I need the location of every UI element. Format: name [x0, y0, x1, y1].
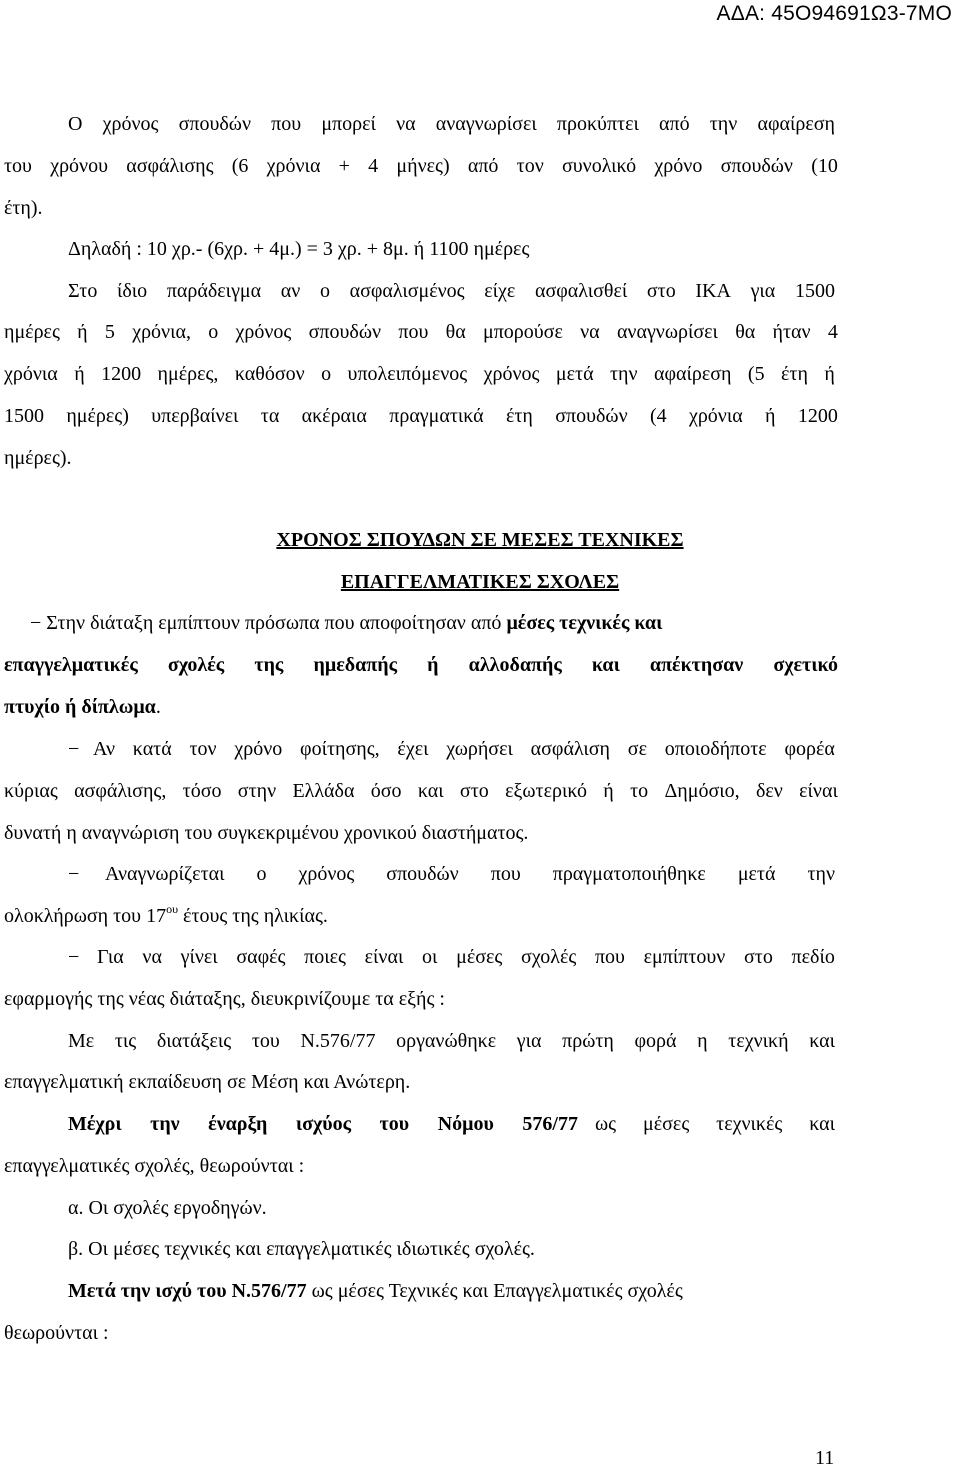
word: επαγγελματικές — [4, 654, 138, 676]
word: τόσο — [182, 780, 222, 802]
word: πραγματικά — [389, 405, 484, 427]
word: την — [807, 863, 835, 885]
word: ήταν — [772, 321, 811, 343]
word: σπουδών — [386, 863, 459, 885]
word: μπορεί — [321, 113, 376, 135]
word: αναγνωρίσει — [616, 321, 718, 343]
word: ασφαλισθεί — [534, 280, 628, 302]
word: που — [398, 321, 429, 343]
word: αλλοδαπής — [468, 654, 562, 676]
word: χρόνο — [654, 155, 703, 177]
word: χρόνος — [102, 113, 159, 135]
text-line: έτη). — [4, 197, 43, 219]
word: χρόνια — [4, 363, 58, 385]
word: τεχνική — [728, 1030, 789, 1052]
word: απέκτησαν — [649, 654, 744, 676]
word: χρόνια, — [132, 321, 191, 343]
list-item — [68, 738, 835, 761]
word: η — [697, 1030, 708, 1052]
word: τεχνικές — [716, 1113, 783, 1135]
word: παράδειγμα — [166, 280, 262, 302]
word: ασφάλισης — [126, 155, 214, 177]
word: + — [338, 155, 350, 177]
word: και — [809, 1113, 835, 1135]
text-line: ολοκλήρωση του $17^{o\upsilon}$ έτους της ηλικίας. — [4, 902, 328, 927]
word: ο — [319, 280, 330, 302]
word: θα — [445, 321, 466, 343]
word: χωρήσει — [446, 738, 513, 760]
text-line — [4, 363, 835, 386]
word: πρώτη — [562, 1030, 614, 1052]
word: ποιες — [304, 946, 346, 968]
word: για — [750, 280, 776, 302]
word: να — [142, 946, 162, 968]
dash-marker: − — [68, 946, 80, 968]
word: τον — [516, 155, 544, 177]
word: καθόσον — [234, 363, 305, 385]
word: πεδίο — [791, 946, 835, 968]
list-item — [68, 863, 835, 886]
text-line: ημέρες). — [4, 447, 72, 469]
word: που — [490, 863, 521, 885]
word: Στο — [68, 280, 98, 302]
text-line — [4, 780, 838, 803]
word: και — [809, 1030, 835, 1052]
word: ίδιο — [116, 280, 148, 302]
word: όσο — [370, 780, 402, 802]
text-line — [4, 405, 838, 428]
word: Μέχρι — [68, 1113, 122, 1135]
text-line — [68, 113, 835, 136]
word: ή — [77, 321, 88, 343]
word: από — [467, 155, 499, 177]
word: κατά — [132, 738, 172, 760]
word: Ν.576/77 — [300, 1030, 376, 1052]
word: την — [709, 113, 738, 135]
word: που — [594, 946, 625, 968]
word: εμπίπτουν — [643, 946, 726, 968]
word: ή — [824, 363, 835, 385]
word: τις — [114, 1030, 137, 1052]
word: Αναγνωρίζεται — [105, 863, 225, 885]
word: χρόνο — [234, 738, 283, 760]
word: έτη — [781, 363, 808, 385]
text-line — [68, 280, 835, 303]
text-line — [4, 654, 838, 677]
word: του — [379, 1113, 410, 1135]
word: ως — [595, 1113, 617, 1135]
word: και — [591, 654, 620, 676]
word: ισχύος — [295, 1113, 352, 1135]
word: που — [271, 113, 302, 135]
word: δεν — [755, 780, 783, 802]
word: 576/77 — [522, 1113, 578, 1135]
section-heading: ΕΠΑΓΓΕΛΜΑΤΙΚΕΣ ΣΧΟΛΕΣ — [340, 571, 620, 593]
word: του — [4, 155, 32, 177]
text-line: θεωρούνται : — [4, 1322, 109, 1344]
word: Ελλάδα — [292, 780, 355, 802]
word: 1500 — [4, 405, 44, 427]
word: έτη — [505, 405, 533, 427]
word: χρόνια — [688, 405, 743, 427]
text-line: επαγγελματικές σχολές, θεωρούνται : — [4, 1155, 305, 1177]
word: Δημόσιο, — [664, 780, 740, 802]
word: οργανώθηκε — [396, 1030, 497, 1052]
list-item: − Στην διάταξη εμπίπτουν πρόσωπα που αποφοίτησαν από μέσες τεχνικές και — [30, 612, 663, 634]
word: είχε — [484, 280, 516, 302]
word: διατάξεις — [156, 1030, 232, 1052]
word: της — [254, 654, 284, 676]
dash-marker: − — [68, 863, 80, 885]
word: ημέρες, — [157, 363, 219, 385]
word: τον — [189, 738, 217, 760]
word: την — [150, 1113, 180, 1135]
word: κύριας — [4, 780, 58, 802]
word: αν — [280, 280, 301, 302]
word: προκύπτει — [556, 113, 639, 135]
text-line: επαγγελματική εκπαίδευση σε Μέση και Ανώτερη. — [4, 1071, 411, 1093]
ada-code: ΑΔΑ: 45Ο94691Ω3-7ΜΟ — [716, 2, 952, 25]
word: ασφάλισης, — [74, 780, 167, 802]
word: να — [396, 113, 416, 135]
word: γίνει — [180, 946, 218, 968]
word: να — [580, 321, 600, 343]
word: αναγνωρίσει — [435, 113, 537, 135]
word: σχολές — [167, 654, 225, 676]
text-line — [68, 1113, 835, 1136]
text-line: Δηλαδή : 10 χρ.- (6χρ. + 4μ.) = 3 χρ. + 8μ. ή 1100 ημέρες — [68, 238, 530, 260]
word: 1500 — [794, 280, 835, 302]
word: στο — [646, 280, 676, 302]
word: μετά — [737, 863, 776, 885]
word: (10 — [811, 155, 838, 177]
word: φοίτησης, — [300, 738, 380, 760]
word: σπουδών — [308, 321, 382, 343]
word: στην — [237, 780, 277, 802]
word: χρόνος — [298, 863, 355, 885]
word: χρόνια — [266, 155, 321, 177]
word: 4 — [368, 155, 379, 177]
word: ασφάλιση — [530, 738, 611, 760]
word: είναι — [364, 946, 404, 968]
list-item: β. Οι μέσες τεχνικές και επαγγελματικές ιδιωτικές σχολές. — [68, 1238, 535, 1260]
word: υπολειπόμενος — [347, 363, 468, 385]
text-line — [4, 321, 838, 344]
word: ή — [603, 780, 614, 802]
word: υπερβαίνει — [151, 405, 239, 427]
word: τα — [260, 405, 280, 427]
word: οι — [422, 946, 438, 968]
word: έχει — [397, 738, 429, 760]
text-line — [68, 1030, 835, 1053]
word: ή — [765, 405, 776, 427]
word: από — [659, 113, 690, 135]
word: ΙΚΑ — [695, 280, 731, 302]
word: οποιοδήποτε — [664, 738, 767, 760]
word: (4 — [649, 405, 667, 427]
word: 1200 — [797, 405, 838, 427]
word: ακέραια — [301, 405, 367, 427]
word: το — [630, 780, 649, 802]
word: ημέρες — [4, 321, 60, 343]
word: του — [251, 1030, 280, 1052]
word: φορέα — [784, 738, 835, 760]
word: χρόνου — [50, 155, 108, 177]
word: και — [417, 780, 444, 802]
word: 4 — [827, 321, 838, 343]
word: ο — [256, 863, 267, 885]
word: 1200 — [101, 363, 142, 385]
text-line: εφαρμογής της νέας διάταξης, διευκρινίζουμε τα εξής : — [4, 988, 445, 1010]
word: στο — [459, 780, 489, 802]
word: μέσες — [456, 946, 503, 968]
word: θα — [735, 321, 756, 343]
word: (5 — [747, 363, 765, 385]
word: σπουδών — [178, 113, 252, 135]
word: φορά — [634, 1030, 677, 1052]
word: ημέρες) — [66, 405, 129, 427]
word: σχολές — [521, 946, 577, 968]
dash-marker: − — [30, 612, 42, 634]
word: (6 — [231, 155, 249, 177]
word: 5 — [104, 321, 115, 343]
text-line: Μετά την ισχύ του Ν.576/77 ως μέσες Τεχνικές και Επαγγελματικές σχολές — [68, 1280, 683, 1302]
word: σχετικό — [773, 654, 838, 676]
word: σπουδών — [720, 155, 793, 177]
word: Με — [68, 1030, 95, 1052]
word: ή — [74, 363, 85, 385]
word: ημεδαπής — [313, 654, 398, 676]
word: Για — [97, 946, 124, 968]
word: Ο — [68, 113, 83, 135]
word: ασφαλισμένος — [349, 280, 465, 302]
word: σαφές — [236, 946, 286, 968]
text-line: δυνατή η αναγνώριση του συγκεκριμένου χρονικού διαστήματος. — [4, 822, 529, 844]
word: χρόνος — [235, 321, 292, 343]
word: ή — [427, 654, 439, 676]
word: μήνες) — [396, 155, 450, 177]
word: αφαίρεση — [757, 113, 835, 135]
word: σε — [627, 738, 647, 760]
list-item: α. Οι σχολές εργοδηγών. — [68, 1197, 267, 1219]
page-number: 11 — [815, 1447, 835, 1469]
word: μετά — [555, 363, 594, 385]
section-heading: ΧΡΟΝΟΣ ΣΠΟΥΔΩΝ ΣΕ ΜΕΣΕΣ ΤΕΧΝΙΚΕΣ — [276, 529, 684, 551]
word: Νόμου — [437, 1113, 494, 1135]
word: πραγματοποιήθηκε — [552, 863, 706, 885]
word: την — [610, 363, 638, 385]
word: εξωτερικό — [505, 780, 587, 802]
word: αφαίρεση — [653, 363, 732, 385]
text-line: πτυχίο ή δίπλωμα. — [4, 696, 161, 718]
word: Αν — [93, 738, 116, 760]
word: συνολικό — [561, 155, 637, 177]
word: σπουδών — [555, 405, 628, 427]
word: μέσες — [643, 1113, 690, 1135]
word: έναρξη — [208, 1113, 268, 1135]
word: μπορούσε — [482, 321, 563, 343]
word: είναι — [799, 780, 838, 802]
word: στο — [744, 946, 773, 968]
word: χρόνος — [483, 363, 540, 385]
word: για — [516, 1030, 542, 1052]
list-item — [68, 946, 835, 969]
text-line — [4, 155, 838, 178]
word: ο — [321, 363, 332, 385]
word: ο — [208, 321, 219, 343]
dash-marker: − — [68, 738, 80, 760]
